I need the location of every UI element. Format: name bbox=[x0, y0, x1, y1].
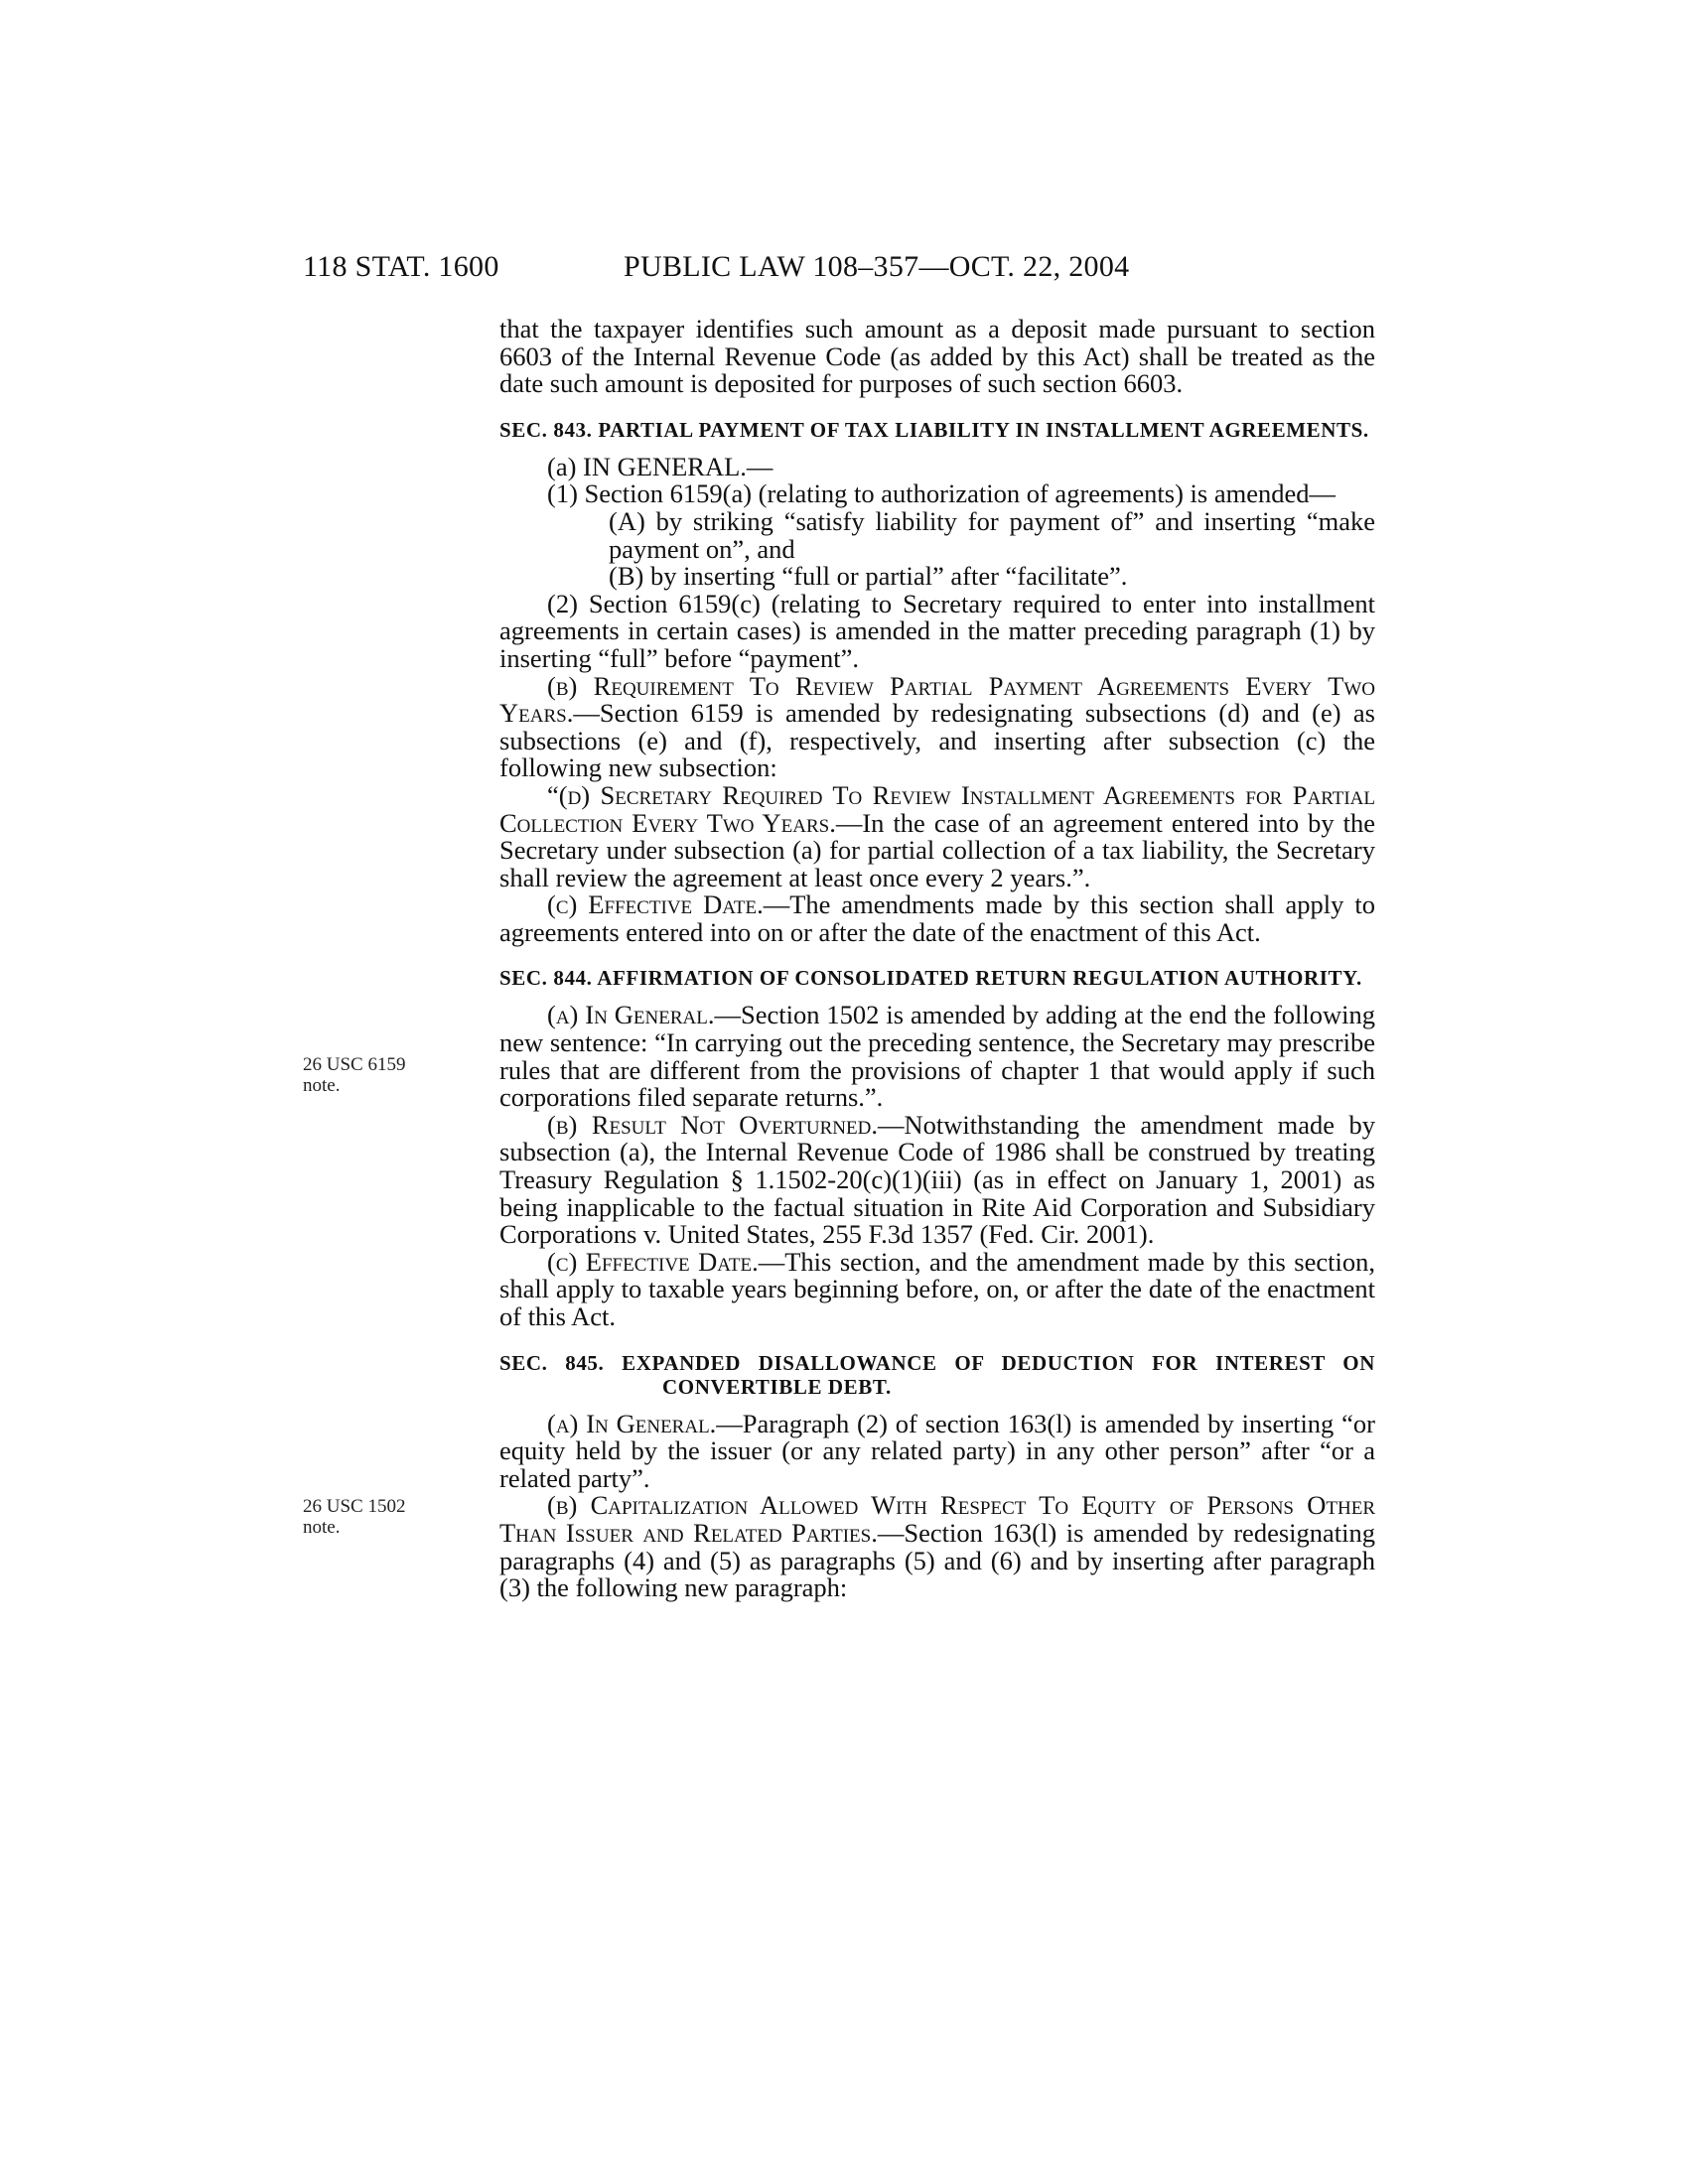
s844-subsection-a: (a) In General.—Section 1502 is amended by adding at the end the following new sentence: “In carrying out the preceding sentence, the Secretary may prescribe rules that are different from the provisions of chapter 1 that would apply if such corporations filed separate returns.”. bbox=[499, 1000, 1375, 1113]
s843-a-1: (1) Section 6159(a) (relating to authorization of agreements) is amended— bbox=[547, 478, 1336, 509]
s844-subsection-b: (b) Result Not Overturned.—Notwithstanding the amendment made by subsection (a), the Internal Revenue Code of 1986 shall be construed by treating Treasury Regulation § 1.1502-20(c)(1)(iii) (as in effect on January 1, 2001) as being inapplicable to the factual situation in Rite Aid Corporation and Subsidiary Corporations v. United States, 255 F.3d 1357 (Fed. Cir. 2001). bbox=[499, 1109, 1376, 1250]
continued-paragraph: that the taxpayer identifies such amount as a deposit made pursuant to section 6603 of the Internal Revenue Code (as added by this Act) shall be treated as the date such amount is deposited for purposes of such section 6603. bbox=[499, 314, 1375, 399]
s843-a-B: (B) by inserting “full or partial” after “facilitate”. bbox=[609, 561, 1128, 592]
margin-note-citation: 26 USC 6159 bbox=[303, 1054, 406, 1075]
statute-page-number: 118 STAT. 1600 bbox=[303, 250, 499, 283]
section-843-heading: SEC. 843. PARTIAL PAYMENT OF TAX LIABILITY IN INSTALLMENT AGREEMENTS. bbox=[499, 417, 1369, 442]
margin-note-label: note. bbox=[303, 1517, 341, 1538]
s843-new-subsection-d: “(d) Secretary Required To Review Installment Agreements for Partial Collection Every Two Years.—In the case of an agreement entered into by the Secretary under subsection (a) for partial collection of a tax liability, the Secretary shall review the agreement at least once every 2 years.”. bbox=[499, 779, 1375, 892]
section-845-heading: SEC. 845. EXPANDED DISALLOWANCE OF DEDUCTION FOR INTEREST ON CONVERTIBLE DEBT. bbox=[499, 1350, 1375, 1399]
s843-subsection-b: (b) Requirement To Review Partial Payment Agreements Every Two Years.—Section 6159 is amended by redesignating subsections (d) and (e) as subsections (e) and (f), respectively, and inserting after subsection (c) the following new subsection: bbox=[499, 670, 1375, 783]
public-law-title: PUBLIC LAW 108–357—OCT. 22, 2004 bbox=[624, 250, 1130, 283]
s843-a-2: (2) Section 6159(c) (relating to Secretary required to enter into installment agreements in certain cases) is amended in the matter preceding paragraph (1) by inserting “full” before “payment”. bbox=[499, 588, 1375, 673]
margin-note-6159 bbox=[303, 1054, 405, 1096]
s843-subsection-c: (c) Effective Date.—The amendments made by this section shall apply to agreements entered into on or after the date of the enactment of this Act. bbox=[499, 889, 1375, 947]
s843-a-A: (A) by striking “satisfy liability for payment of” and inserting “make payment on”, and bbox=[609, 505, 1375, 564]
s845-subsection-b: (b) Capitalization Allowed With Respect To Equity of Persons Other Than Issuer and Related Parties.—Section 163(l) is amended by redesignating paragraphs (4) and (5) as paragraphs (5) and (6) and by inserting after paragraph (3) the following new paragraph: bbox=[499, 1490, 1375, 1603]
margin-note-citation: 26 USC 1502 bbox=[303, 1496, 406, 1517]
statute-body bbox=[499, 316, 1375, 1602]
s845-subsection-a: (a) In General.—Paragraph (2) of section 163(l) is amended by inserting “or equity held by the issuer (or any related party) in any other person” after “or a related party”. bbox=[499, 1408, 1375, 1493]
margin-note-1502 bbox=[303, 1496, 405, 1538]
s843-subsection-a: (a) IN GENERAL.— bbox=[547, 451, 774, 481]
section-844-heading: SEC. 844. AFFIRMATION OF CONSOLIDATED RETURN REGULATION AUTHORITY. bbox=[499, 966, 1362, 991]
margin-note-label: note. bbox=[303, 1075, 341, 1096]
running-header bbox=[0, 250, 1688, 290]
s844-subsection-c: (c) Effective Date.—This section, and the amendment made by this section, shall apply to taxable years beginning before, on, or after the date of the enactment of this Act. bbox=[499, 1246, 1375, 1331]
